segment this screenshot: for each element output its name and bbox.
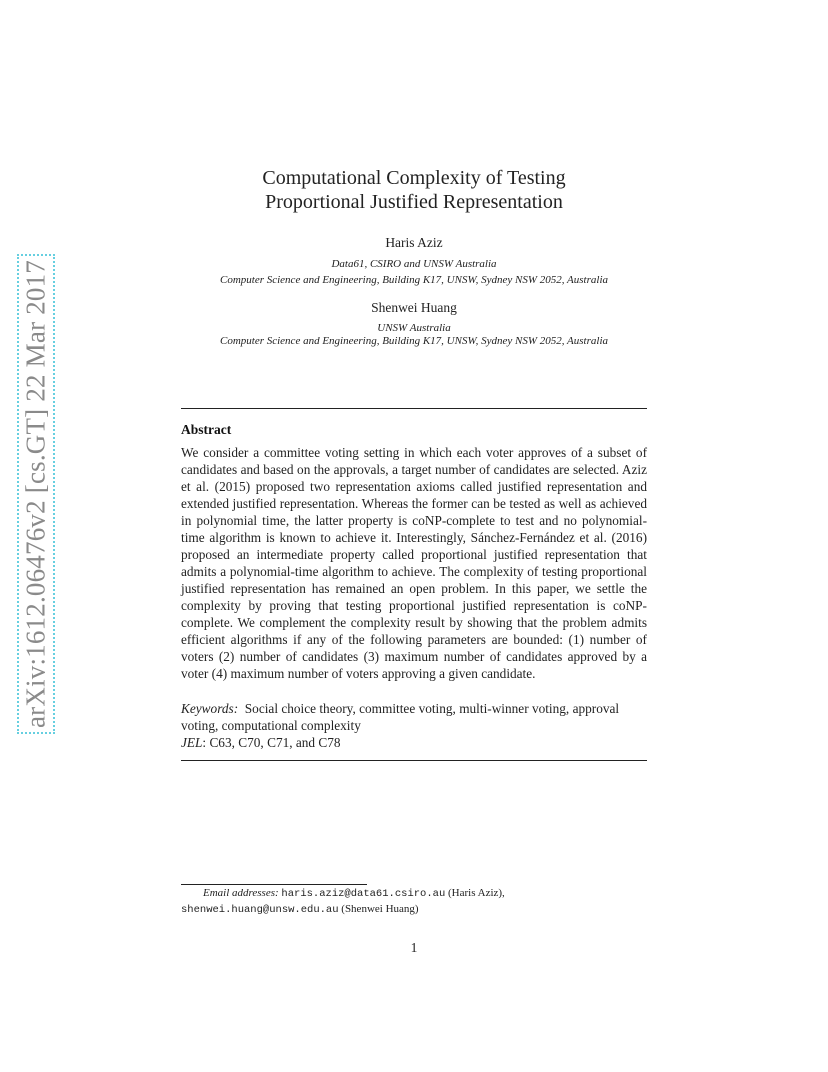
footnote-rule (181, 884, 367, 885)
paper-title (0, 166, 828, 214)
email-link-aziz[interactable]: haris.aziz@data61.csiro.au (281, 888, 446, 900)
keywords-label: Keywords: (181, 701, 239, 716)
keywords-block (181, 700, 647, 751)
author-1-affiliation-1: Data61, CSIRO and UNSW Australia (331, 258, 497, 270)
abstract-bottom-rule (181, 760, 647, 761)
author-2-affiliation-2: Computer Science and Engineering, Building K17, UNSW, Sydney NSW 2052, Australia (219, 335, 609, 347)
jel-label: JEL (181, 735, 203, 750)
jel-codes: : C63, C70, C71, and C78 (202, 735, 341, 750)
email-owner-huang: (Shenwei Huang) (341, 903, 419, 915)
title-line-1: Computational Complexity of Testing (262, 167, 566, 189)
abstract-top-rule (181, 408, 647, 409)
email-label: Email addresses: (203, 887, 279, 899)
keywords-text: Social choice theory, committee voting, multi-winner voting, approval voting, computational complexity (181, 701, 620, 733)
author-1-affiliation-2: Computer Science and Engineering, Building K17, UNSW, Sydney NSW 2052, Australia (219, 274, 609, 286)
footnote (181, 886, 647, 918)
email-owner-aziz: (Haris Aziz), (448, 887, 505, 899)
jel-line (181, 734, 647, 751)
author-name-1: Haris Aziz (385, 235, 443, 250)
abstract-heading: Abstract (181, 422, 232, 437)
footnote-line-2 (181, 902, 647, 918)
author-name-2: Shenwei Huang (371, 300, 457, 315)
email-link-huang[interactable]: shenwei.huang@unsw.edu.au (181, 904, 339, 916)
title-line-2: Proportional Justified Representation (265, 191, 563, 213)
author-2-affiliation-1: UNSW Australia (377, 322, 451, 334)
footnote-line-1 (181, 886, 647, 902)
page-number: 1 (410, 940, 418, 955)
keywords-line (181, 700, 647, 734)
arxiv-stamp-text: arXiv:1612.06476v2 [cs.GT] 22 Mar 2017 (20, 259, 51, 729)
abstract-text: We consider a committee voting setting in which each voter approves of a subset of candidates and based on the approvals, a target number of candidates are selected. Aziz et al. (2015) proposed two representation axioms called justified representation and extended justified representation. Whereas the former can be tested as well as achieved in polynomial time, the latter property is coNP-complete to test and no polynomial-time algorithm is known to achieve it. Interestingly, Sánchez-Fernández et al. (2016) proposed an intermediate property called proportional justified representation that admits a polynomial-time algorithm to achieve. The complexity of testing proportional justified representation has remained an open problem. In this paper, we settle the complexity by proving that testing proportional justified representation is coNP-complete. We complement the complexity result by showing that the problem admits efficient algorithms if any of the following parameters are bounded: (1) number of voters (2) number of candidates (3) maximum number of candidates approved by a voter (4) maximum number of voters approving a given candidate. (181, 445, 647, 681)
